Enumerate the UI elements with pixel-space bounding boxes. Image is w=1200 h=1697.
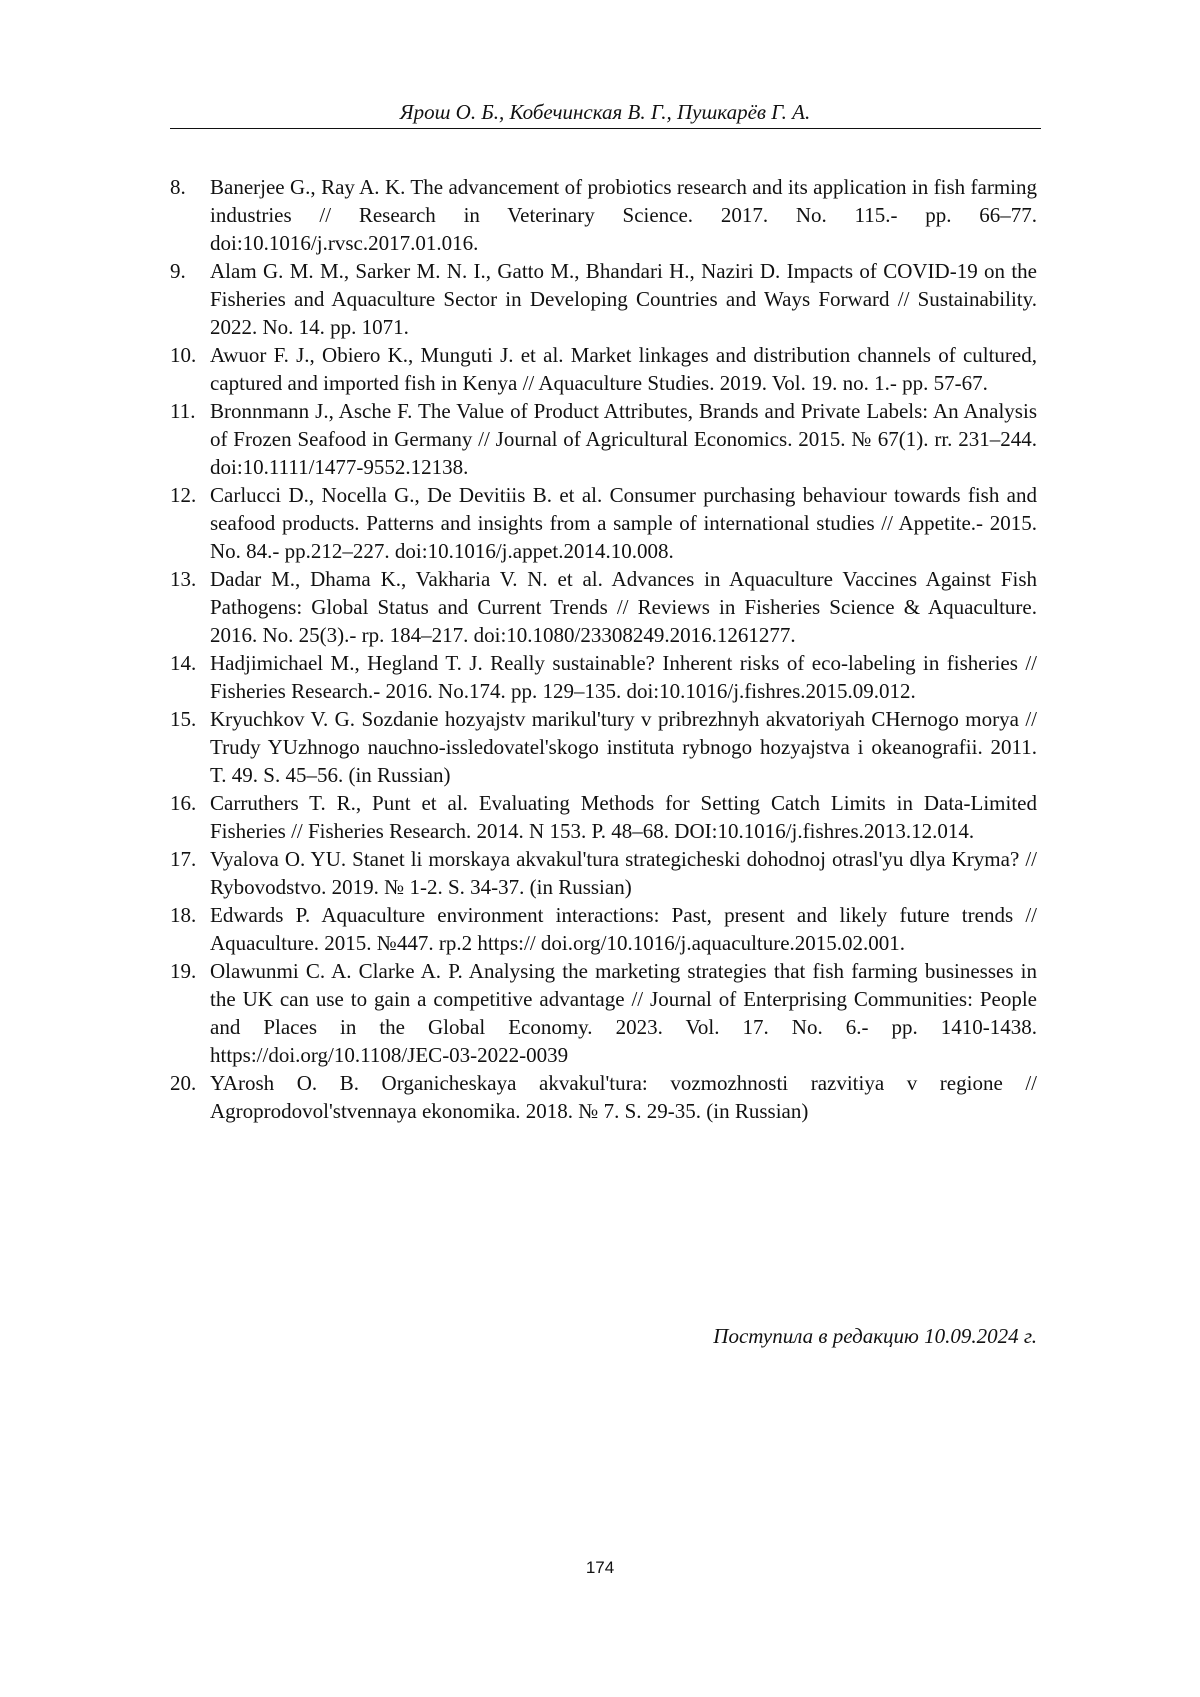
reference-text: Olawunmi C. A. Clarke A. P. Analysing the marketing strategies that fish farming businesses in the UK can use to gain a competitive advantage // Journal of Enterprising Communities: People and Places in the Global Economy. 2023. Vol. 17. No. 6.- pp. 1410-1438. https://doi.org/10.1108/JEC-03-2022-0039 <box>210 959 1037 1067</box>
reference-text: Edwards P. Aquaculture environment interactions: Past, present and likely future trends // Aquaculture. 2015. №447. rp.2 https:// doi.org/10.1016/j.aquaculture.2015.02.001. <box>210 903 1037 955</box>
received-date-note: Поступила в редакцию 10.09.2024 г. <box>713 1324 1037 1348</box>
reference-text: Alam G. M. M., Sarker M. N. I., Gatto M., Bhandari H., Naziri D. Impacts of COVID-19 on the Fisheries and Aquaculture Sector in Developing Countries and Ways Forward // Sustainability. 2022. No. 14. pp. 1071. <box>210 259 1037 339</box>
reference-text: Awuor F. J., Obiero K., Munguti J. et al. Market linkages and distribution channels of cultured, captured and imported fish in Kenya // Aquaculture Studies. 2019. Vol. 19. no. 1.- pp. 57-67. <box>210 343 1037 395</box>
reference-item <box>170 705 1037 789</box>
reference-number: 9. <box>170 259 186 283</box>
reference-item <box>170 957 1037 1069</box>
reference-item <box>170 397 1037 481</box>
running-header: Ярош О. Б., Кобечинская В. Г., Пушкарёв Г. А. <box>399 100 811 124</box>
reference-text: Carruthers T. R., Punt et al. Evaluating Methods for Setting Catch Limits in Data-Limited Fisheries // Fisheries Research. 2014. N 153. P. 48–68. DOI:10.1016/j.fishres.2013.12.014. <box>210 791 1037 843</box>
reference-item <box>170 257 1037 341</box>
reference-number: 19. <box>170 959 197 983</box>
reference-number: 16. <box>170 791 197 815</box>
reference-item <box>170 481 1037 565</box>
reference-item <box>170 565 1037 649</box>
reference-text: Banerjee G., Ray A. K. The advancement of probiotics research and its application in fish farming industries // Research in Veterinary Science. 2017. No. 115.- pp. 66–77. doi:10.1016/j.rvsc.2017.01.016. <box>210 175 1037 255</box>
reference-number: 12. <box>170 483 197 507</box>
reference-text: Hadjimichael M., Hegland T. J. Really sustainable? Inherent risks of eco-labeling in fisheries // Fisheries Research.- 2016. No.174. pp. 129–135. doi:10.1016/j.fishres.2015.09.012. <box>210 651 1037 703</box>
reference-item <box>170 901 1037 957</box>
reference-number: 17. <box>170 847 197 871</box>
page-number: 174 <box>585 1558 615 1577</box>
reference-number: 11. <box>170 399 196 423</box>
reference-text: Kryuchkov V. G. Sozdanie hozyajstv marikul'tury v pribrezhnyh akvatoriyah CHernogo morya // Trudy YUzhnogo nauchno-issledovatel'skogo instituta rybnogo hozyajstva i okeanografii. 2011. T. 49. S. 45–56. (in Russian) <box>210 707 1037 787</box>
reference-text: Carlucci D., Nocella G., De Devitiis B. et al. Consumer purchasing behaviour towards fish and seafood products. Patterns and insights from a sample of international studies // Appetite.- 2015. No. 84.- pp.212–227. doi:10.1016/j.appet.2014.10.008. <box>210 483 1037 563</box>
reference-item <box>170 341 1037 397</box>
reference-number: 18. <box>170 903 197 927</box>
reference-item <box>170 845 1037 901</box>
reference-number: 10. <box>170 343 197 367</box>
reference-number: 13. <box>170 567 197 591</box>
reference-number: 20. <box>170 1071 197 1095</box>
reference-item <box>170 1069 1037 1125</box>
reference-text: Vyalova O. YU. Stanet li morskaya akvakul'tura strategicheski dohodnoj otrasl'yu dlya Kryma? // Rybovodstvo. 2019. № 1-2. S. 34-37. (in Russian) <box>210 847 1037 899</box>
reference-number: 15. <box>170 707 197 731</box>
reference-text: Bronnmann J., Asche F. The Value of Product Attributes, Brands and Private Labels: An Analysis of Frozen Seafood in Germany // Journal of Agricultural Economics. 2015. № 67(1). rr. 231–244. doi:10.1111/1477-9552.12138. <box>210 399 1037 479</box>
reference-item <box>170 649 1037 705</box>
reference-list <box>170 173 1037 1125</box>
reference-number: 8. <box>170 175 186 199</box>
reference-text: YArosh O. B. Organicheskaya akvakul'tura: vozmozhnosti razvitiya v regione // Agroprodovol'stvennaya ekonomika. 2018. № 7. S. 29-35. (in Russian) <box>210 1071 1037 1123</box>
header-divider <box>170 128 1041 129</box>
reference-item <box>170 789 1037 845</box>
reference-text: Dadar M., Dhama K., Vakharia V. N. et al. Advances in Aquaculture Vaccines Against Fish Pathogens: Global Status and Current Trends // Reviews in Fisheries Science & Aquaculture. 2016. No. 25(3).- rp. 184–217. doi:10.1080/23308249.2016.1261277. <box>210 567 1037 647</box>
reference-number: 14. <box>170 651 197 675</box>
reference-item <box>170 173 1037 257</box>
